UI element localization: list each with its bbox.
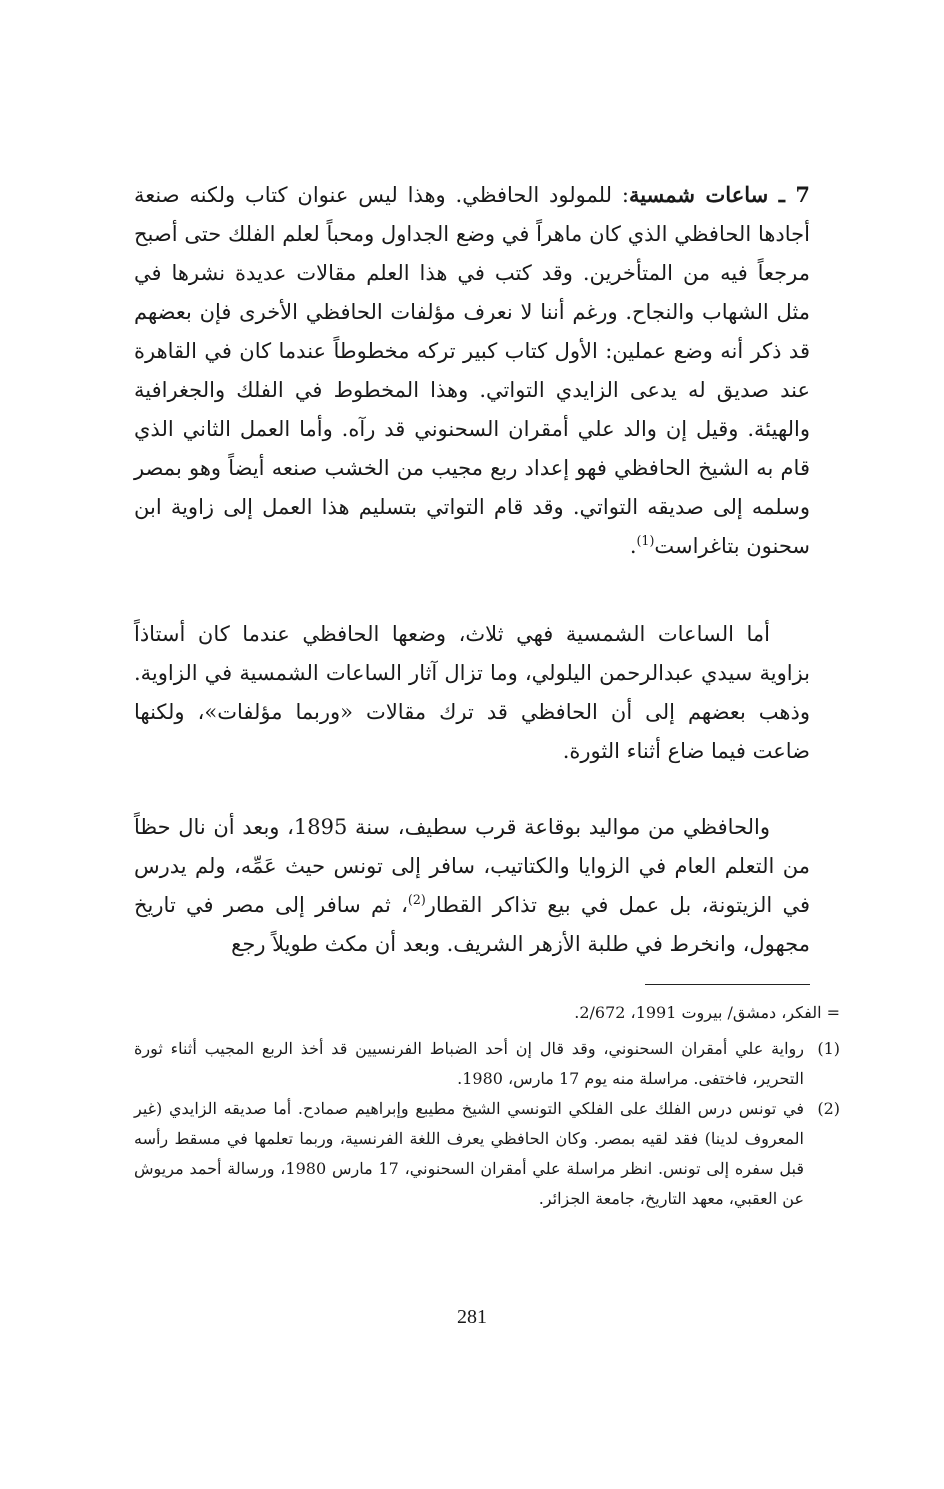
- paragraph-biography: [134, 808, 810, 964]
- footnote-ref-2[interactable]: (2): [407, 892, 426, 907]
- footnote-ref-1[interactable]: (1): [636, 533, 655, 548]
- biography-text-a: والحافظي من مواليد بوقاعة قرب سطيف، سنة 1895، وبعد أن نال حظاً من التعلم العام في الزوايا والكتاتيب، سافر إلى تونس حيث عَمِّه، ولم يدرس في الزيتونة، بل عمل في بيع تذاكر القطار: [134, 815, 810, 917]
- page-number: 281: [457, 1306, 487, 1328]
- footnote-2: [134, 1094, 840, 1214]
- entry-body: : للمولود الحافظي. وهذا ليس عنوان كتاب ولكنه صنعة أجادها الحافظي الذي كان ماهراً في وضع الجداول ومحباً لعلم الفلك حتى أصبح مرجعاً فيه من المتأخرين. وقد كتب في هذا العلم مقالات عديدة نشرها في مثل الشهاب والنجاح. ورغم أننا لا نعرف مؤلفات الحافظي الأخرى فإن بعضهم قد ذكر أنه وضع عملين: الأول كتاب كبير تركه مخطوطاً عندما كان في القاهرة عند صديق له يدعى الزايدي التواتي. وهذا المخطوط في الفلك والجغرافية والهيئة. وقيل إن والد علي أمقران السحنوني قد رآه. وأما العمل الثاني الذي قام به الشيخ الحافظي فهو إعداد ربع مجيب من الخشب صنعه أيضاً وهو بمصر وسلمه إلى صديقه التواتي. وقد قام التواتي بتسليم هذا العمل إلى زاوية ابن سحنون بتاغراست: [134, 183, 810, 558]
- footnote-separator: [645, 984, 810, 985]
- footnote-1-mark: (1): [817, 1039, 840, 1058]
- footnote-2-text: في تونس درس الفلك على الفلكي التونسي الشيخ مطيبع وإبراهيم صمادح. أما صديقه الزايدي (غير المعروف لدينا) فقد لقيه بمصر. وكان الحافظي يعرف اللغة الفرنسية، وربما تعلمها في مسقط رأسه قبل سفره إلى تونس. انظر مراسلة علي أمقران السحنوني، 17 مارس 1980، ورسالة أحمد مريوش عن العقبي، معهد التاريخ، جامعة الجزائر.: [134, 1099, 805, 1208]
- biography-text-b: ، ثم سافر إلى مصر في تاريخ مجهول، وانخرط في طلبة الأزهر الشريف. وبعد أن مكث طويلاً رجع: [134, 893, 810, 956]
- entry-end: .: [629, 534, 637, 558]
- footnotes: [134, 998, 840, 1214]
- entry-heading: 7 ـ ساعات شمسية: [628, 182, 811, 207]
- footnote-continuation: = الفكر، دمشق/ بيروت 1991، 2/672.: [574, 1003, 840, 1022]
- paragraph-sundials-text: أما الساعات الشمسية فهي ثلاث، وضعها الحافظي عندما كان أستاذاً بزاوية سيدي عبدالرحمن اليلولي، وما تزال آثار الساعات الشمسية في الزاوية. وذهب بعضهم إلى أن الحافظي قد ترك مقالات «وربما مؤلفات»، ولكنها ضاعت فيما ضاع أثناء الثورة.: [134, 622, 810, 763]
- footnote-1-text: رواية علي أمقران السحنوني، وقد قال إن أحد الضباط الفرنسيين قد أخذ الربع المجيب أثناء ثورة التحرير، فاختفى. مراسلة منه يوم 17 مارس، 1980.: [134, 1039, 804, 1088]
- paragraph-sundials-entry: [134, 175, 810, 566]
- footnote-1: [134, 1034, 840, 1094]
- paragraph-sundials: [134, 615, 810, 771]
- footnote-2-mark: (2): [817, 1099, 840, 1118]
